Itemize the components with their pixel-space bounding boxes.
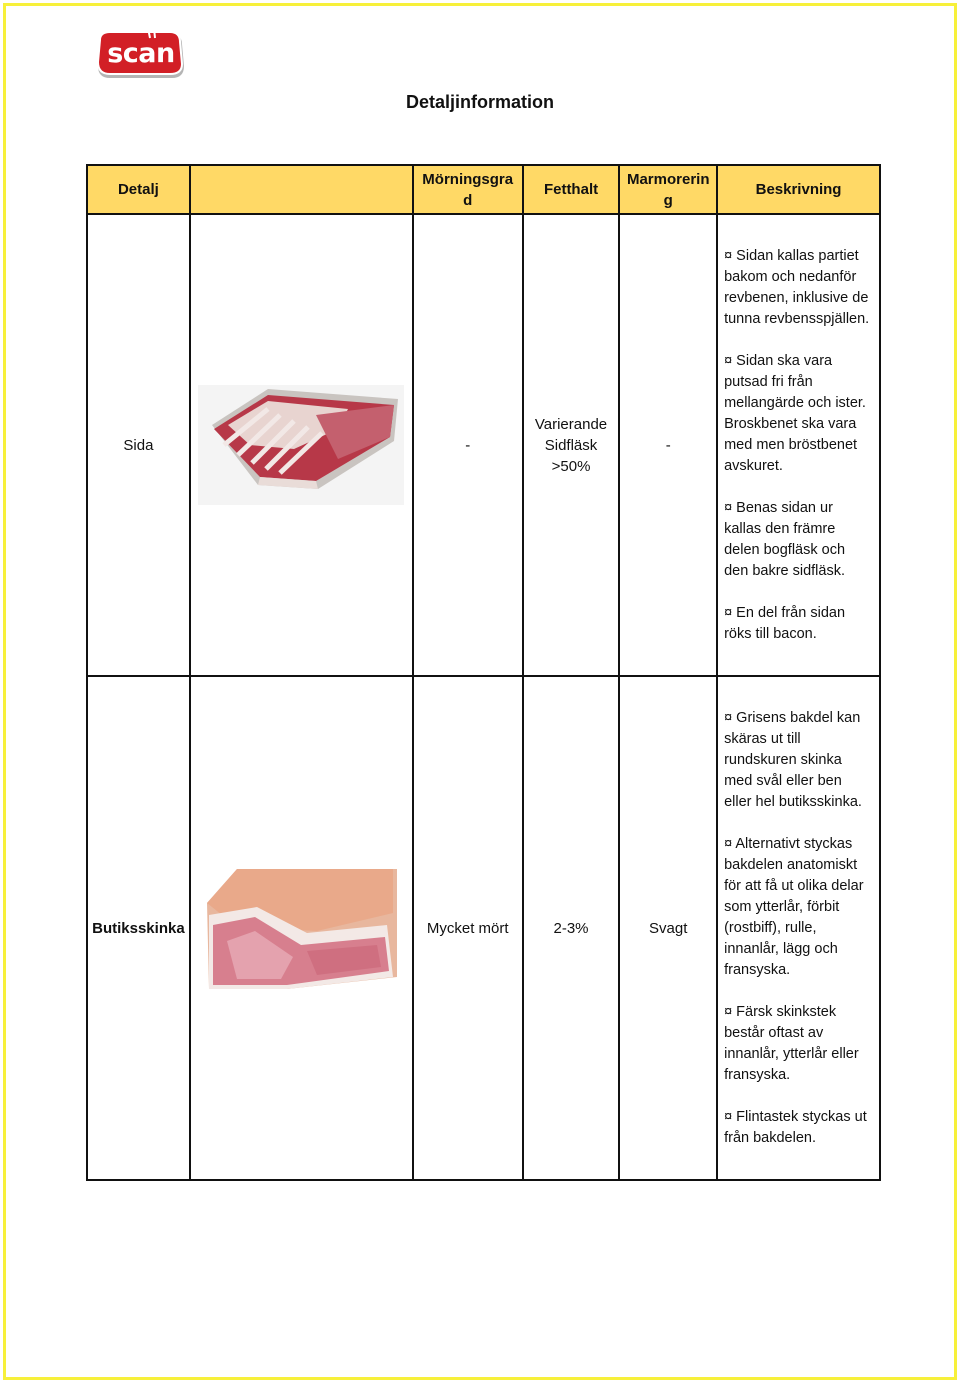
scan-logo	[92, 28, 190, 84]
header-marmorering	[619, 165, 717, 214]
description-paragraph: ¤ En del från sidan röks till bacon.	[724, 604, 846, 642]
cell-marmorering: -	[619, 214, 717, 676]
cell-image	[190, 214, 413, 676]
cell-detalj: Butiksskinka	[87, 676, 190, 1180]
page-title: Detaljinformation	[405, 92, 554, 112]
table-header-row	[87, 165, 880, 214]
header-fetthalt: Fetthalt	[523, 165, 620, 214]
detail-table	[86, 164, 881, 1181]
cell-fetthalt: 2-3%	[523, 676, 620, 1180]
cell-morningsgrad: Mycket mört	[413, 676, 523, 1180]
logo-wordmark: scan	[107, 38, 175, 69]
description-paragraph: ¤ Sidan kallas partiet bakom och nedanför revbenen, inklusive de tunna revbensspjällen.	[724, 247, 870, 327]
cell-beskrivning	[717, 676, 880, 1180]
description-paragraph: ¤ Sidan ska vara putsad fri från mellangärde och ister. Broskbenet ska vara med men bröstbenet avskuret.	[724, 352, 866, 474]
description-paragraph: ¤ Grisens bakdel kan skäras ut till rundskuren skinka med svål eller ben eller hel butiksskinka.	[724, 709, 862, 810]
header-morningsgrad-text: Mörningsgra d	[422, 170, 514, 209]
cell-beskrivning	[717, 214, 880, 676]
cell-fetthalt	[523, 214, 620, 676]
table-row	[87, 214, 880, 676]
fetthalt-line: Sidfläsk	[544, 436, 598, 454]
header-detalj: Detalj	[87, 165, 190, 214]
pork-side-image	[198, 385, 404, 505]
cell-detalj: Sida	[87, 214, 190, 676]
description-paragraph: ¤ Benas sidan ur kallas den främre delen bogfläsk och den bakre sidfläsk.	[724, 499, 846, 579]
table-row	[87, 676, 880, 1180]
fetthalt-line: >50%	[551, 457, 591, 475]
cell-morningsgrad: -	[413, 214, 523, 676]
fetthalt-line: Varierande	[534, 415, 608, 433]
header-morningsgrad	[413, 165, 523, 214]
cell-image	[190, 676, 413, 1180]
header-beskrivning: Beskrivning	[717, 165, 880, 214]
header-image	[190, 165, 413, 214]
header-marmorering-text: Marmorerin g	[626, 170, 710, 209]
cell-marmorering: Svagt	[619, 676, 717, 1180]
ham-image	[197, 867, 405, 989]
description-paragraph: ¤ Alternativt styckas bakdelen anatomiskt för att få ut olika delar som ytterlår, förbit (rostbiff), rulle, innanlår, lägg och fransyska.	[724, 835, 864, 978]
description-paragraph: ¤ Flintastek styckas ut från bakdelen.	[724, 1108, 867, 1146]
description-paragraph: ¤ Färsk skinkstek består oftast av innanlår, ytterlår eller fransyska.	[724, 1003, 859, 1083]
